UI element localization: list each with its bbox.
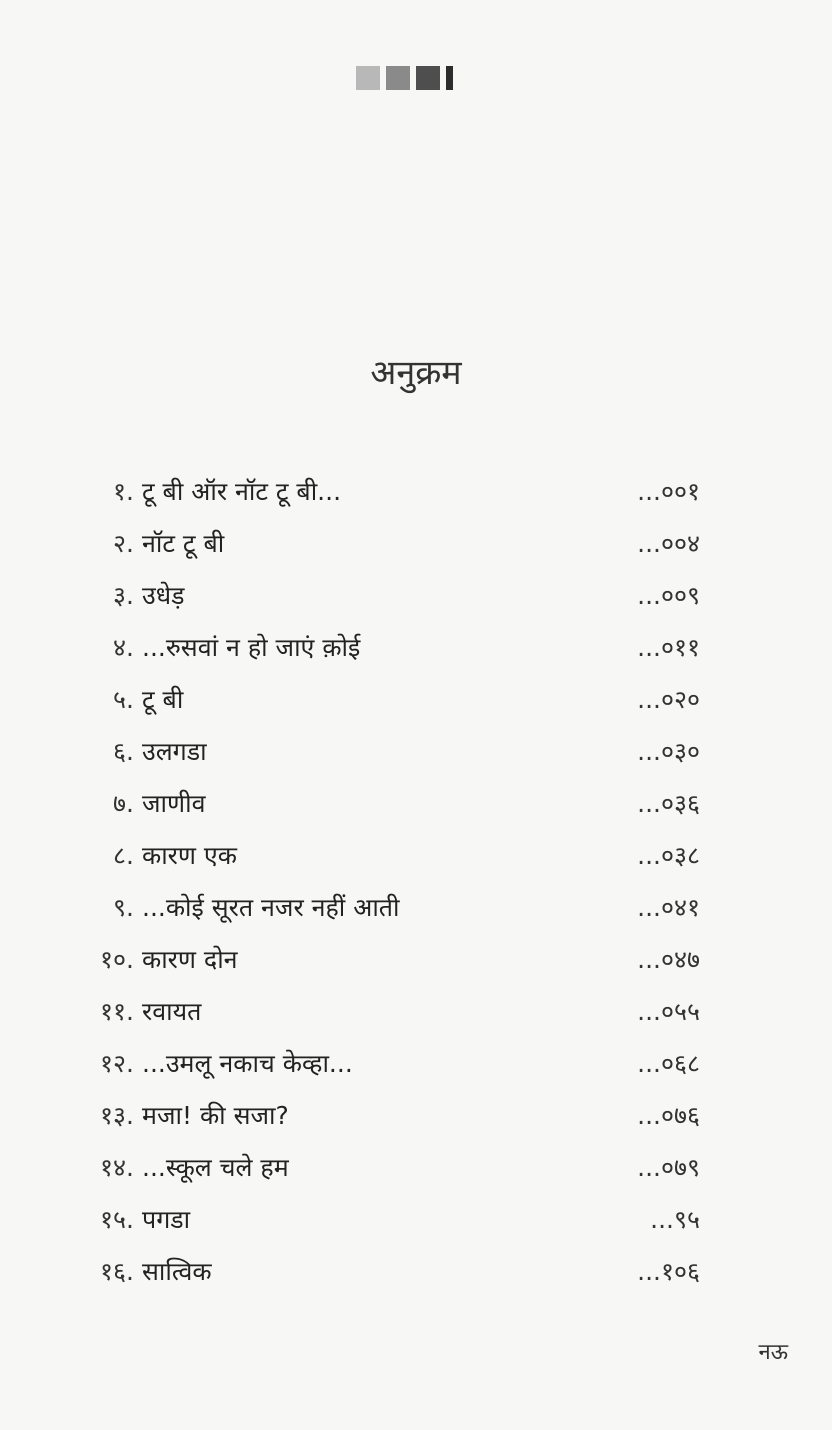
- entry-number: १०.: [100, 945, 134, 974]
- entry-number: ५.: [113, 685, 134, 714]
- ornament-bar: [446, 66, 453, 90]
- entry-number: ८.: [113, 841, 134, 870]
- entry-number: २.: [113, 529, 134, 558]
- ornament-square-dark: [416, 66, 440, 90]
- entry-number: ३.: [113, 581, 134, 610]
- entry-page: ...०४७: [637, 945, 700, 974]
- entry-page: ...००४: [637, 529, 700, 558]
- entry-title: उधेड़: [142, 581, 185, 610]
- entry-page: ...०६८: [637, 1049, 700, 1078]
- entry-title: कारण एक: [142, 841, 237, 870]
- toc-entry: [0, 626, 832, 678]
- table-of-contents: [0, 470, 832, 1302]
- entry-page: ...०११: [637, 633, 700, 662]
- toc-entry: [0, 782, 832, 834]
- toc-entry: [0, 990, 832, 1042]
- toc-entry: [0, 1198, 832, 1250]
- entry-number: ११.: [100, 997, 134, 1026]
- entry-title: मजा! की सजा?: [142, 1101, 289, 1130]
- entry-title: ...उमलू नकाच केव्हा...: [142, 1049, 353, 1078]
- toc-entry: [0, 886, 832, 938]
- toc-entry: [0, 522, 832, 574]
- entry-page: ...०३०: [637, 737, 700, 766]
- toc-entry: [0, 574, 832, 626]
- entry-page: ...०७६: [637, 1101, 700, 1130]
- entry-number: १६.: [100, 1257, 134, 1286]
- entry-number: १३.: [100, 1101, 134, 1130]
- entry-title: जाणीव: [142, 789, 206, 818]
- entry-number: ४.: [113, 633, 134, 662]
- entry-number: १.: [113, 477, 134, 506]
- entry-page: ...९५: [650, 1205, 700, 1234]
- toc-entry: [0, 834, 832, 886]
- entry-title: रवायत: [142, 997, 202, 1026]
- toc-entry: [0, 1146, 832, 1198]
- entry-title: टू बी ऑर नॉट टू बी...: [142, 477, 342, 506]
- entry-title: नॉट टू बी: [142, 529, 225, 558]
- page-number: नऊ: [758, 1340, 788, 1365]
- entry-number: १५.: [100, 1205, 134, 1234]
- toc-entry: [0, 470, 832, 522]
- entry-title: ...रुसवां न हो जाएं क़ोई: [142, 633, 361, 662]
- ornament-square-light: [356, 66, 380, 90]
- toc-entry: [0, 1042, 832, 1094]
- entry-page: ...०३८: [637, 841, 700, 870]
- entry-title: सात्विक: [142, 1257, 212, 1286]
- entry-title: कारण दोन: [142, 945, 238, 974]
- entry-number: १२.: [100, 1049, 134, 1078]
- entry-title: उलगडा: [142, 737, 207, 766]
- entry-number: ६.: [113, 737, 134, 766]
- toc-entry: [0, 1250, 832, 1302]
- toc-entry: [0, 1094, 832, 1146]
- toc-entry: [0, 678, 832, 730]
- entry-page: ...०४१: [637, 893, 700, 922]
- entry-page: ...००९: [637, 581, 700, 610]
- page-title: अनुक्रम: [370, 353, 462, 393]
- entry-number: ७.: [113, 789, 134, 818]
- entry-title: ...स्कूल चले हम: [142, 1153, 289, 1182]
- entry-title: पगडा: [142, 1205, 191, 1234]
- entry-page: ...०३६: [637, 789, 700, 818]
- entry-page: ...१०६: [637, 1257, 700, 1286]
- entry-page: ...०२०: [637, 685, 700, 714]
- entry-number: १४.: [100, 1153, 134, 1182]
- entry-title: ...कोई सूरत नजर नहीं आती: [142, 893, 400, 922]
- header-ornament: [356, 66, 453, 90]
- entry-page: ...०७९: [637, 1153, 700, 1182]
- toc-entry: [0, 938, 832, 990]
- ornament-square-medium: [386, 66, 410, 90]
- entry-page: ...००१: [637, 477, 700, 506]
- toc-entry: [0, 730, 832, 782]
- entry-page: ...०५५: [637, 997, 700, 1026]
- entry-number: ९.: [113, 893, 134, 922]
- entry-title: टू बी: [142, 685, 184, 714]
